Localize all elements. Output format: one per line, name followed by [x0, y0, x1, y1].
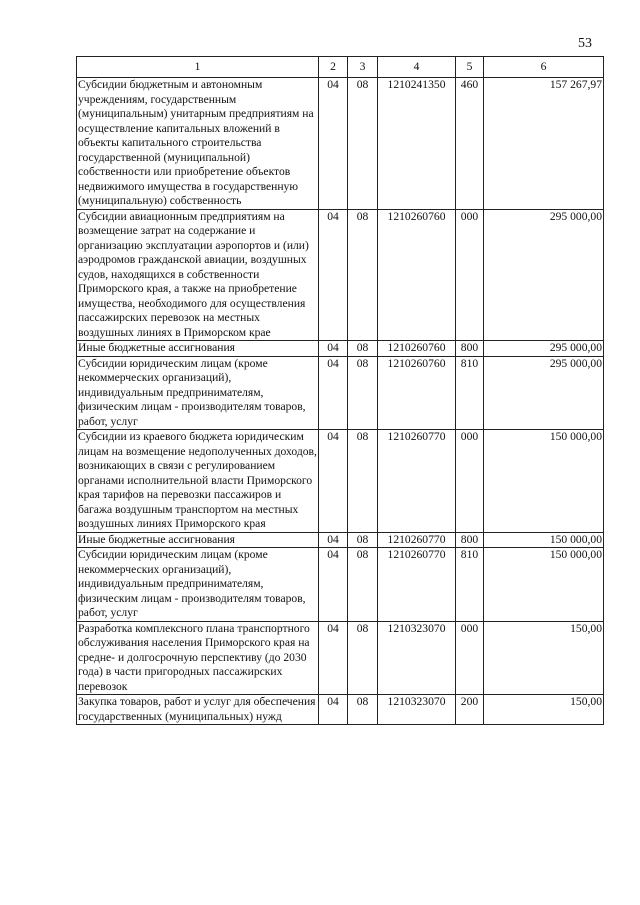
column-header: 3	[348, 57, 378, 78]
row-name: Субсидии из краевого бюджета юридическим лицам на возмещение недополученных доходов, возникающих в связи с регулированием органами исполнительной власти Приморского края тарифов на перевозки пассажиров и багажа воздушным транспортом на местных воздушных линиях Приморского края	[78, 430, 317, 530]
table-row	[77, 430, 604, 533]
table-row	[77, 356, 604, 430]
page-number: 53	[578, 36, 592, 51]
row-name: Иные бюджетные ассигнования	[77, 341, 319, 357]
row-subsection: 08	[348, 356, 378, 430]
row-target-code: 1210260770	[378, 548, 456, 622]
row-subsection: 08	[348, 341, 378, 357]
row-section: 04	[319, 548, 348, 622]
row-target-code: 1210260770	[378, 430, 456, 533]
row-name: Субсидии бюджетным и автономным учреждениям, государственным (муниципальным) унитарным предприятиям на осуществление капитальных вложений в объекты капитального строительства государственной (муниципальной) собственности или приобретение объектов недвижимого имущества в государственную (муниципальную) собственность	[77, 78, 319, 210]
row-name: Разработка комплексного плана транспортного обслуживания населения Приморского края на средне- и долгосрочную перспективу (до 2030 года) в части пригородных пассажирских перевозок	[77, 621, 319, 695]
row-subsection: 08	[348, 621, 378, 695]
column-header: 2	[319, 57, 348, 78]
row-target-code: 1210260760	[378, 341, 456, 357]
row-expense-type: 800	[456, 341, 484, 357]
column-header: 1	[77, 57, 319, 78]
row-expense-type: 200	[456, 695, 484, 725]
table-row	[77, 695, 604, 725]
row-name: Субсидии юридическим лицам (кроме некоммерческих организаций), индивидуальным предпринимателям, физическим лицам - производителям товаров, работ, услуг	[77, 548, 319, 622]
row-section: 04	[319, 430, 348, 533]
row-target-code: 1210323070	[378, 695, 456, 725]
row-section: 04	[319, 695, 348, 725]
row-amount: 150 000,00	[484, 430, 604, 533]
row-section: 04	[319, 621, 348, 695]
table-row	[77, 532, 604, 548]
row-expense-type: 000	[456, 209, 484, 341]
row-section: 04	[319, 78, 348, 210]
row-target-code: 1210260770	[378, 532, 456, 548]
row-section: 04	[319, 209, 348, 341]
row-name: Закупка товаров, работ и услуг для обеспечения государственных (муниципальных) нужд	[77, 695, 319, 725]
column-header: 5	[456, 57, 484, 78]
row-amount: 150 000,00	[484, 548, 604, 622]
row-section: 04	[319, 356, 348, 430]
row-expense-type: 810	[456, 548, 484, 622]
table-row	[77, 548, 604, 622]
row-target-code: 1210323070	[378, 621, 456, 695]
row-target-code: 1210260760	[378, 356, 456, 430]
column-header: 6	[484, 57, 604, 78]
row-subsection: 08	[348, 209, 378, 341]
row-name: Иные бюджетные ассигнования	[77, 532, 319, 548]
row-expense-type: 460	[456, 78, 484, 210]
row-amount: 295 000,00	[484, 341, 604, 357]
row-amount: 150,00	[484, 695, 604, 725]
row-subsection: 08	[348, 78, 378, 210]
column-header: 4	[378, 57, 456, 78]
row-expense-type: 000	[456, 621, 484, 695]
table-row	[77, 341, 604, 357]
row-amount: 295 000,00	[484, 209, 604, 341]
table-header-row	[77, 57, 604, 78]
row-expense-type: 000	[456, 430, 484, 533]
row-amount: 150,00	[484, 621, 604, 695]
row-subsection: 08	[348, 548, 378, 622]
table-row	[77, 209, 604, 341]
row-expense-type: 800	[456, 532, 484, 548]
row-subsection: 08	[348, 430, 378, 533]
row-amount: 150 000,00	[484, 532, 604, 548]
row-expense-type: 810	[456, 356, 484, 430]
table-row	[77, 621, 604, 695]
budget-table	[76, 56, 604, 725]
row-subsection: 08	[348, 532, 378, 548]
row-section: 04	[319, 341, 348, 357]
row-subsection: 08	[348, 695, 378, 725]
row-amount: 157 267,97	[484, 78, 604, 210]
row-section: 04	[319, 532, 348, 548]
row-target-code: 1210260760	[378, 209, 456, 341]
row-target-code: 1210241350	[378, 78, 456, 210]
row-name: Субсидии авиационным предприятиям на возмещение затрат на содержание и организацию эксплуатации аэропортов и (или) аэродромов гражданской авиации, воздушных судов, находящихся в собственности Приморского края, а также на приобретение имущества, необходимого для осуществления пассажирских перевозок на местных воздушных линиях в Приморском крае	[77, 209, 319, 341]
row-amount: 295 000,00	[484, 356, 604, 430]
table-row	[77, 78, 604, 210]
row-name: Субсидии юридическим лицам (кроме некоммерческих организаций), индивидуальным предпринимателям, физическим лицам - производителям товаров, работ, услуг	[77, 356, 319, 430]
